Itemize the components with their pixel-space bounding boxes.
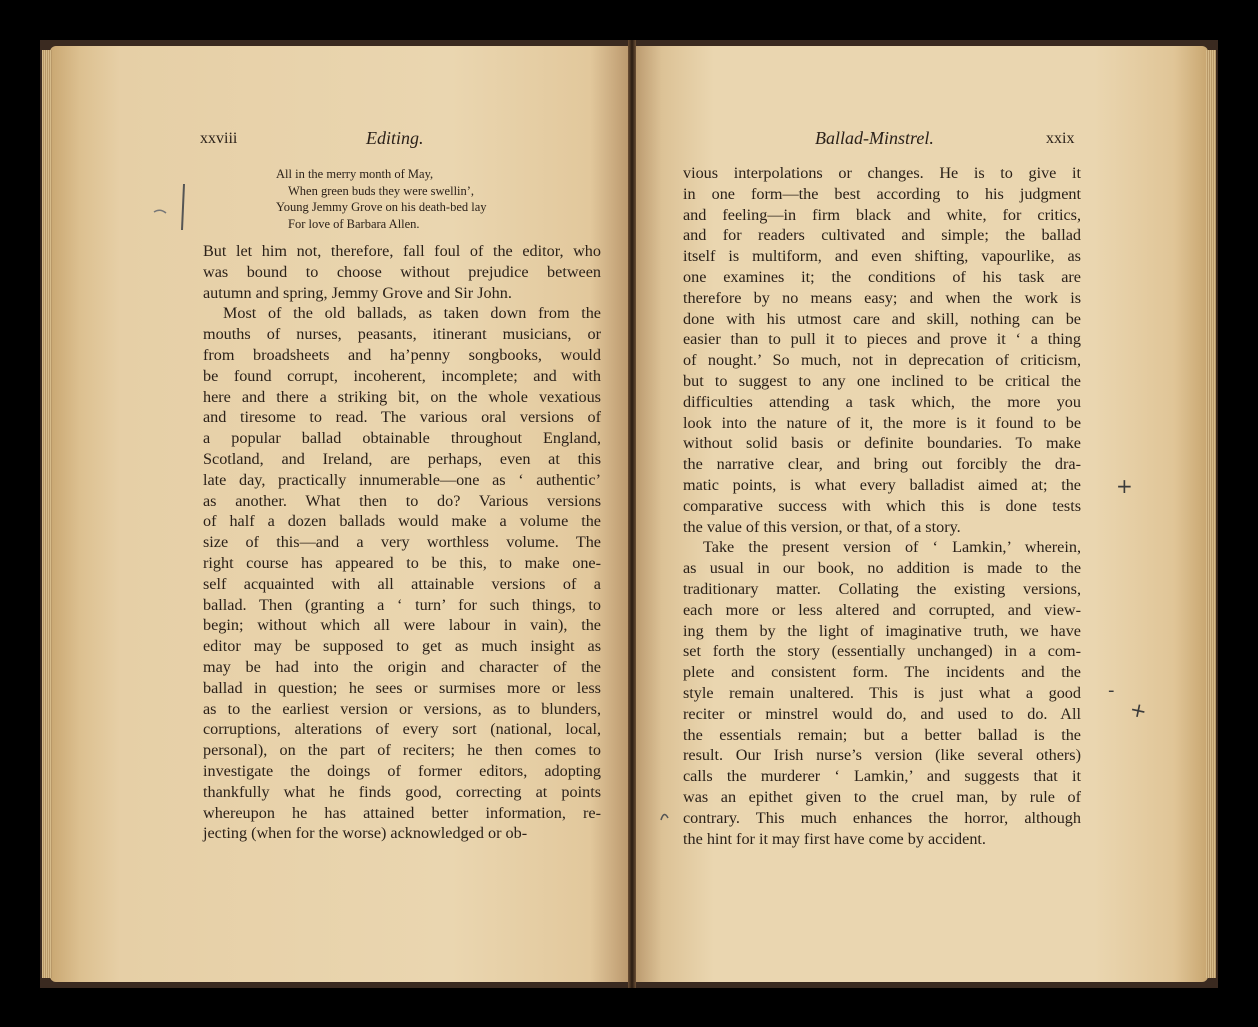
text-line: easier than to pull it to pieces and prove it ‘ a thing: [683, 330, 1081, 349]
right-running-title: [815, 128, 934, 149]
text-line: the value of this version, or that, of a story.: [683, 517, 961, 536]
left-page-edge: [42, 50, 52, 978]
left-running-title-text: Editing.: [366, 128, 424, 148]
text-line: but to suggest to any one inclined to be critical the: [683, 371, 1081, 390]
right-page-number: xxix: [1046, 130, 1075, 147]
text-line: right course has appeared to be this, to make one-: [203, 553, 601, 572]
left-page-number: xxviii: [200, 130, 238, 147]
text-line: plete and consistent form. The incidents and the: [683, 663, 1081, 682]
text-line: reciter or minstrel would do, and used to do. All: [683, 704, 1081, 723]
text-line: and feeling—in firm black and white, for critics,: [683, 205, 1081, 224]
poem-line: For love of Barbara Allen.: [288, 216, 420, 231]
text-line: ballad. Then (granting a ‘ turn’ for such things, to: [203, 595, 601, 614]
text-line: without solid basis or definite boundaries. To make: [683, 434, 1081, 453]
text-line: calls the murderer ‘ Lamkin,’ and suggests that it: [683, 767, 1081, 786]
text-line: done with his utmost care and skill, nothing can be: [683, 309, 1081, 328]
margin-cross-mark: +: [1127, 696, 1150, 724]
right-page-edge: [1206, 50, 1216, 978]
text-line: autumn and spring, Jemmy Grove and Sir John.: [203, 283, 512, 302]
margin-pencil-stroke-icon: [150, 180, 190, 240]
text-line: set forth the story (essentially unchanged) in a com-: [683, 642, 1081, 661]
margin-plus-mark: +: [1116, 474, 1133, 498]
text-line: investigate the doings of former editors, adopting: [203, 761, 601, 780]
left-body-text: [203, 241, 601, 844]
text-line: thankfully what he finds good, correcting at points: [203, 782, 601, 801]
text-line: comparative success with which this is done tests: [683, 496, 1081, 515]
poem-line: Young Jemmy Grove on his death-bed lay: [276, 200, 487, 214]
text-line: But let him not, therefore, fall foul of the editor, who: [203, 242, 601, 260]
text-line: mouths of nurses, peasants, itinerant musicians, or: [203, 325, 601, 344]
text-line: as to the earliest version or versions, as to blunders,: [203, 699, 601, 718]
text-line: ing them by the light of imaginative truth, we have: [683, 621, 1081, 640]
text-line: therefore by no means easy; and when the work is: [683, 288, 1081, 307]
text-line: as another. What then to do? Various versions: [203, 491, 601, 510]
text-line: begin; without which all were labour in vain), the: [203, 616, 601, 635]
text-line: the narrative clear, and bring out forcibly the dra-: [683, 455, 1081, 474]
text-line: the essentials remain; but a better ballad is the: [683, 725, 1081, 744]
text-line: result. Our Irish nurse’s version (like several others): [683, 746, 1081, 765]
text-line: size of this—and a very worthless volume. The: [203, 533, 601, 552]
text-line: one examines it; the conditions of his task are: [683, 267, 1081, 286]
left-running-title: [366, 128, 424, 149]
poem-line: When green buds they were swellin’,: [288, 183, 475, 198]
text-line: was bound to choose without prejudice between: [203, 262, 601, 281]
text-line: each more or less altered and corrupted, and view-: [683, 600, 1081, 619]
text-line: the hint for it may first have come by accident.: [683, 829, 986, 848]
poem-line: All in the merry month of May,: [276, 167, 434, 181]
text-line: corruptions, alterations of every sort (national, local,: [203, 720, 601, 739]
text-line: matic points, is what every balladist aimed at; the: [683, 475, 1081, 494]
text-line: traditionary matter. Collating the existing versions,: [683, 579, 1081, 598]
text-line: style remain unaltered. This is just what a good: [683, 683, 1081, 702]
text-line: contrary. This much enhances the horror, although: [683, 808, 1081, 827]
margin-dash-mark: ‐: [1108, 680, 1115, 701]
text-line: and for readers cultivated and simple; the ballad: [683, 226, 1081, 245]
text-line: look into the nature of it, the more is it found to be: [683, 413, 1081, 432]
book-gutter: [628, 40, 636, 988]
text-line: self acquainted with all attainable versions of a: [203, 574, 601, 593]
text-line: personal), on the part of reciters; he then comes to: [203, 741, 601, 760]
text-line: from broadsheets and ha’penny songbooks, would: [203, 345, 601, 364]
right-body-text: [683, 163, 1081, 849]
poem-stanza: [276, 166, 487, 232]
text-line: Most of the old ballads, as taken down from the: [223, 304, 601, 323]
margin-hook-icon: [658, 808, 672, 838]
text-line: and tiresome to read. The various oral versions of: [203, 408, 601, 427]
text-line: ballad in question; he sees or surmises more or less: [203, 678, 601, 697]
right-running-title-text: Ballad-Minstrel.: [815, 128, 934, 148]
text-line: here and there a striking bit, on the whole vexatious: [203, 387, 601, 406]
text-line: was an epithet given to the cruel man, by rule of: [683, 787, 1081, 806]
text-line: of half a dozen ballads would make a volume the: [203, 512, 601, 531]
text-line: editor may be supposed to get as much insight as: [203, 637, 601, 656]
text-line: Take the present version of ‘ Lamkin,’ wherein,: [703, 538, 1081, 557]
text-line: late day, practically innumerable—one as ‘ authentic’: [203, 470, 601, 489]
text-line: as usual in our book, no addition is made to the: [683, 559, 1081, 578]
text-line: of nought.’ So much, not in deprecation of criticism,: [683, 351, 1081, 370]
text-line: difficulties attending a task which, the more you: [683, 392, 1081, 411]
text-line: vious interpolations or changes. He is to give it: [683, 164, 1081, 182]
text-line: itself is multiform, and even shifting, vapourlike, as: [683, 247, 1081, 266]
text-line: be found corrupt, incoherent, incomplete; and with: [203, 366, 601, 385]
text-line: in one form—the best according to his judgment: [683, 184, 1081, 203]
text-line: may be had into the origin and character of the: [203, 657, 601, 676]
text-line: a popular ballad obtainable throughout England,: [203, 429, 601, 448]
text-line: Scotland, and Ireland, are perhaps, even at this: [203, 449, 601, 468]
text-line: jecting (when for the worse) acknowledged or ob-: [203, 824, 528, 843]
text-line: whereupon he has attained better information, re-: [203, 803, 601, 822]
